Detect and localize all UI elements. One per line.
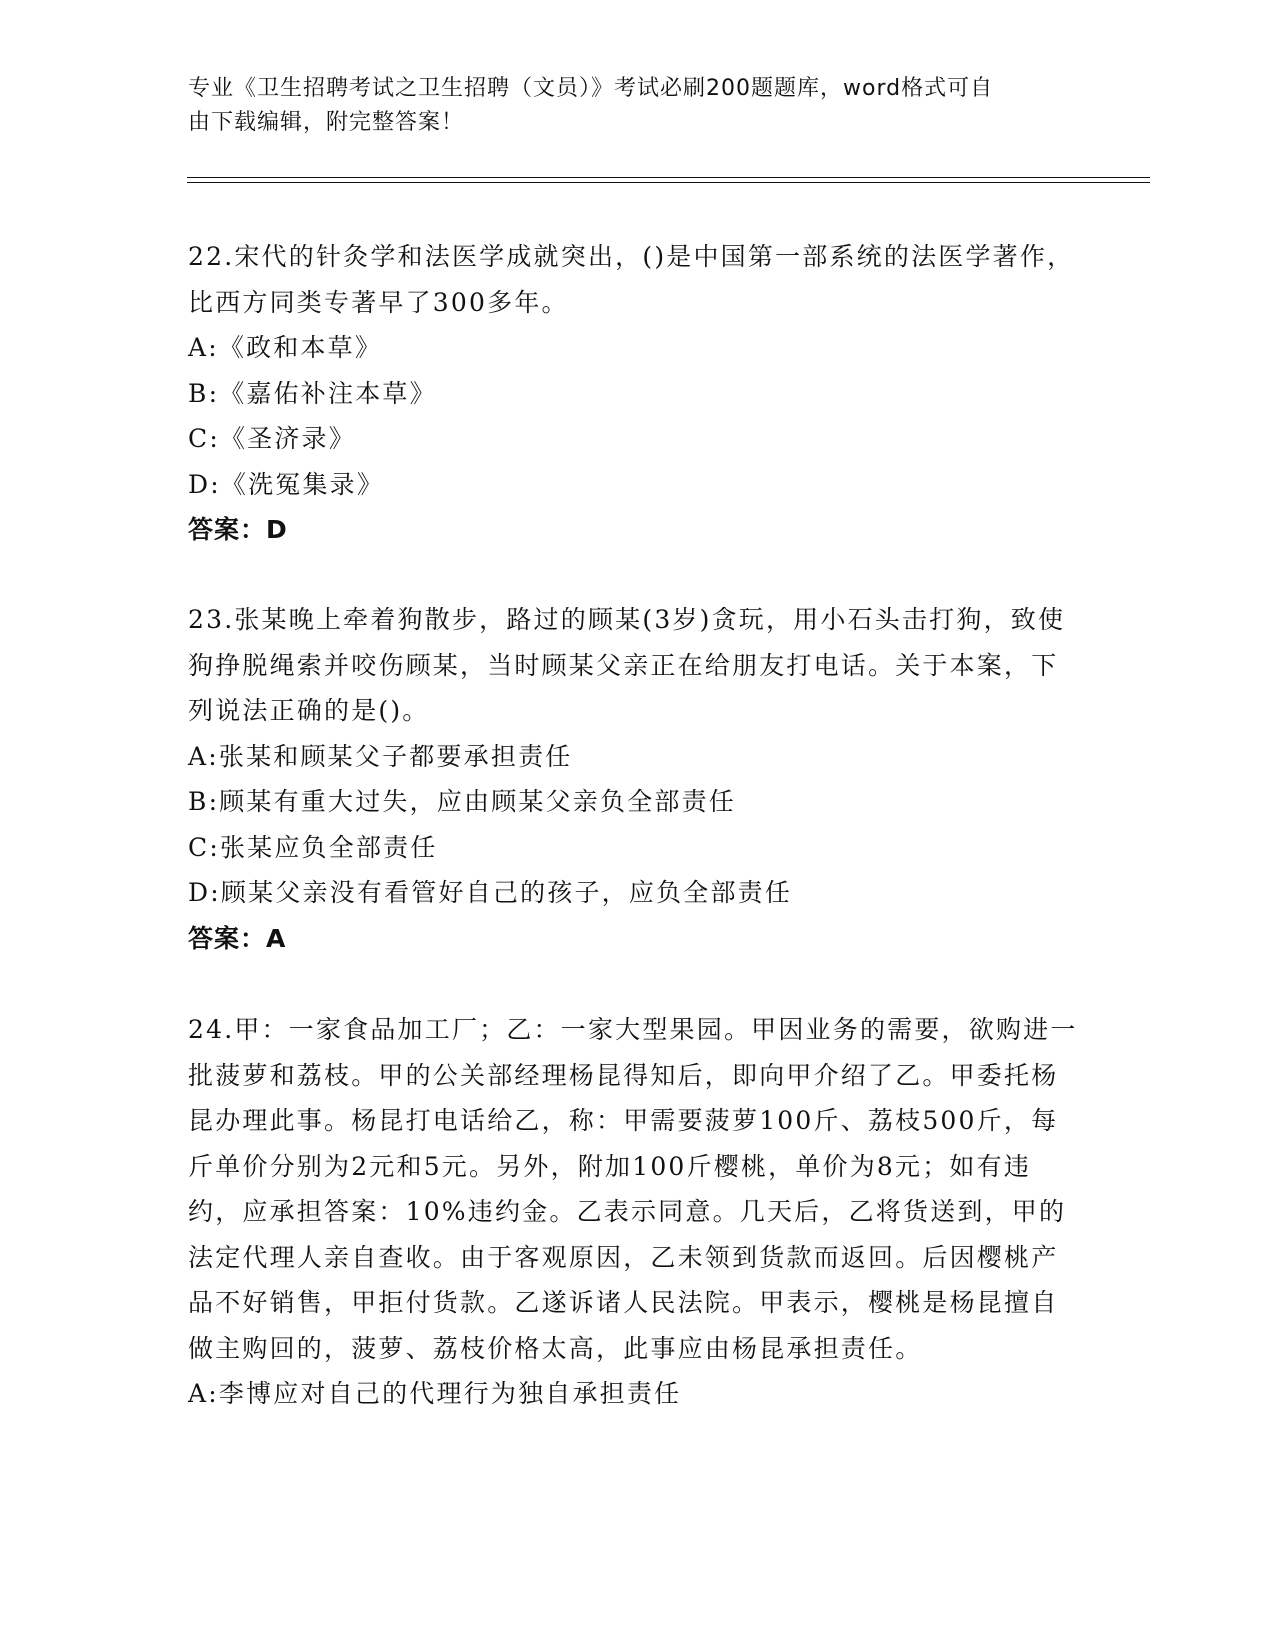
header-line-2: 由下载编辑，附完整答案！ bbox=[188, 110, 465, 135]
option-a: A:《政和本草》 bbox=[188, 333, 383, 362]
option-d: D:顾某父亲没有看管好自己的孩子，应负全部责任 bbox=[188, 878, 793, 907]
option-c: C:《圣济录》 bbox=[188, 424, 356, 453]
question-stem: 24.甲：一家食品加工厂；乙：一家大型果园。甲因业务的需要，欲购进一批菠萝和荔枝。甲的公关部经理杨昆得知后，即向甲介绍了乙。甲委托杨昆办理此事。杨昆打电话给乙，称：甲需要菠萝100斤、荔枝500斤，每斤单价分别为2元和5元。另外，附加100斤樱桃，单价为8元；如有违约，应承担答案：10%违约金。乙表示同意。几天后，乙将货送到，甲的法定代理人亲自查收。由于客观原因，乙未领到货款而返回。后因樱桃产品不好销售，甲拒付货款。乙遂诉诸人民法院。甲表示，樱桃是杨昆擅自做主购回的，菠萝、荔枝价格太高，此事应由杨昆承担责任。 bbox=[188, 1015, 1078, 1363]
answer: 答案：D bbox=[188, 515, 288, 544]
option-a: A:李博应对自己的代理行为独自承担责任 bbox=[188, 1379, 682, 1408]
option-a: A:张某和顾某父子都要承担责任 bbox=[188, 741, 573, 771]
question-22 bbox=[188, 234, 1078, 553]
answer: 答案：A bbox=[188, 923, 287, 953]
option-b: B:《嘉佑补注本草》 bbox=[188, 378, 437, 408]
header-divider-top bbox=[187, 177, 1150, 178]
document-header bbox=[188, 72, 1068, 140]
question-stem: 23.张某晚上牵着狗散步，路过的顾某(3岁)贪玩，用小石头击打狗，致使狗挣脱绳索并咬伤顾某，当时顾某父亲正在给朋友打电话。关于本案，下列说法正确的是()。 bbox=[188, 605, 1066, 725]
option-b: B:顾某有重大过失，应由顾某父亲负全部责任 bbox=[188, 787, 736, 816]
question-24 bbox=[188, 1007, 1078, 1417]
option-c: C:张某应负全部责任 bbox=[188, 832, 438, 862]
option-d: D:《洗冤集录》 bbox=[188, 469, 385, 499]
question-23 bbox=[188, 597, 1078, 961]
question-stem: 22.宋代的针灸学和法医学成就突出，()是中国第一部系统的法医学著作，比西方同类专著早了300多年。 bbox=[188, 242, 1075, 317]
header-divider-bottom bbox=[187, 182, 1150, 183]
header-line-1: 专业《卫生招聘考试之卫生招聘（文员）》考试必刷200题题库，word格式可自 bbox=[188, 76, 994, 101]
